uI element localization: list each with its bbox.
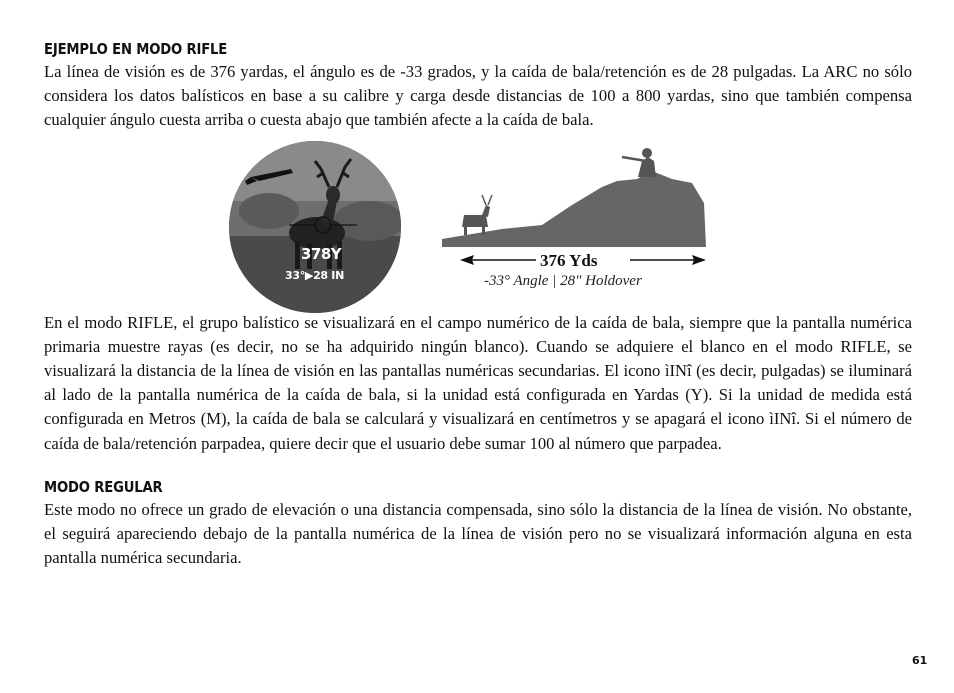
angle-holdover-label: -33° Angle | 28" Holdover (484, 272, 642, 289)
rifle-mode-figure (44, 141, 912, 337)
hill-silhouette (442, 143, 708, 247)
rifle-example-paragraph: La línea de visión es de 376 yardas, el ángulo es de -33 grados, y la caída de bala/retención es de 28 pulgadas. La ARC no sólo considera los datos balísticos en base a su calibre y carga desde distancias de 100 a 800 yardas, sino que también compensa cualquier ángulo cuesta arriba o cuesta abajo que también afecte a la caída de bala. (44, 62, 912, 130)
rifle-mode-paragraph: En el modo RIFLE, el grupo balístico se visualizará en el campo numérico de la caída de bala, siempre que la pantalla numérica primaria muestre rayas (es decir, no se ha adquirido ningún blanco). Cuando se adquiere el blanco en el modo RIFLE, se visualizará la distancia de la línea de visión en las pantallas numéricas secundarias. El icono ìINî (es decir, pulgadas) se iluminará al lado de la pantalla numérica de la caída de bala, si la unidad está configurada en Yardas (Y). Si la unidad de medida está configurada en Metros (M), la caída de bala se calculará y visualizará en centímetros y se apagará el icono ìINî. Si el número de caída de bala/retención parpadea, quiere decir que el usuario debe sumar 100 al número que parpadea. (44, 312, 912, 453)
section-heading-rifle-example: EJEMPLO EN MODO RIFLE (44, 40, 228, 58)
page-content (44, 40, 912, 570)
scope-angle-readout: 33°▶28 IN (285, 268, 345, 282)
scope-scene (229, 141, 401, 313)
rangefinder-scope-view (229, 141, 401, 313)
page-number: 61 (912, 654, 928, 667)
regular-mode-paragraph: Este modo no ofrece un grado de elevación o una distancia compensada, sino sólo la distancia de la línea de visión. No obstante, el seguirá apareciendo debajo de la pantalla numérica de la línea de visión pero no se visualizará información alguna en esta pantalla numérica secundaria. (44, 499, 912, 568)
section-heading-regular-mode: MODO REGULAR (44, 477, 163, 496)
distance-label: 376 Yds (540, 250, 598, 270)
scope-range-readout: 378Y (301, 244, 342, 263)
